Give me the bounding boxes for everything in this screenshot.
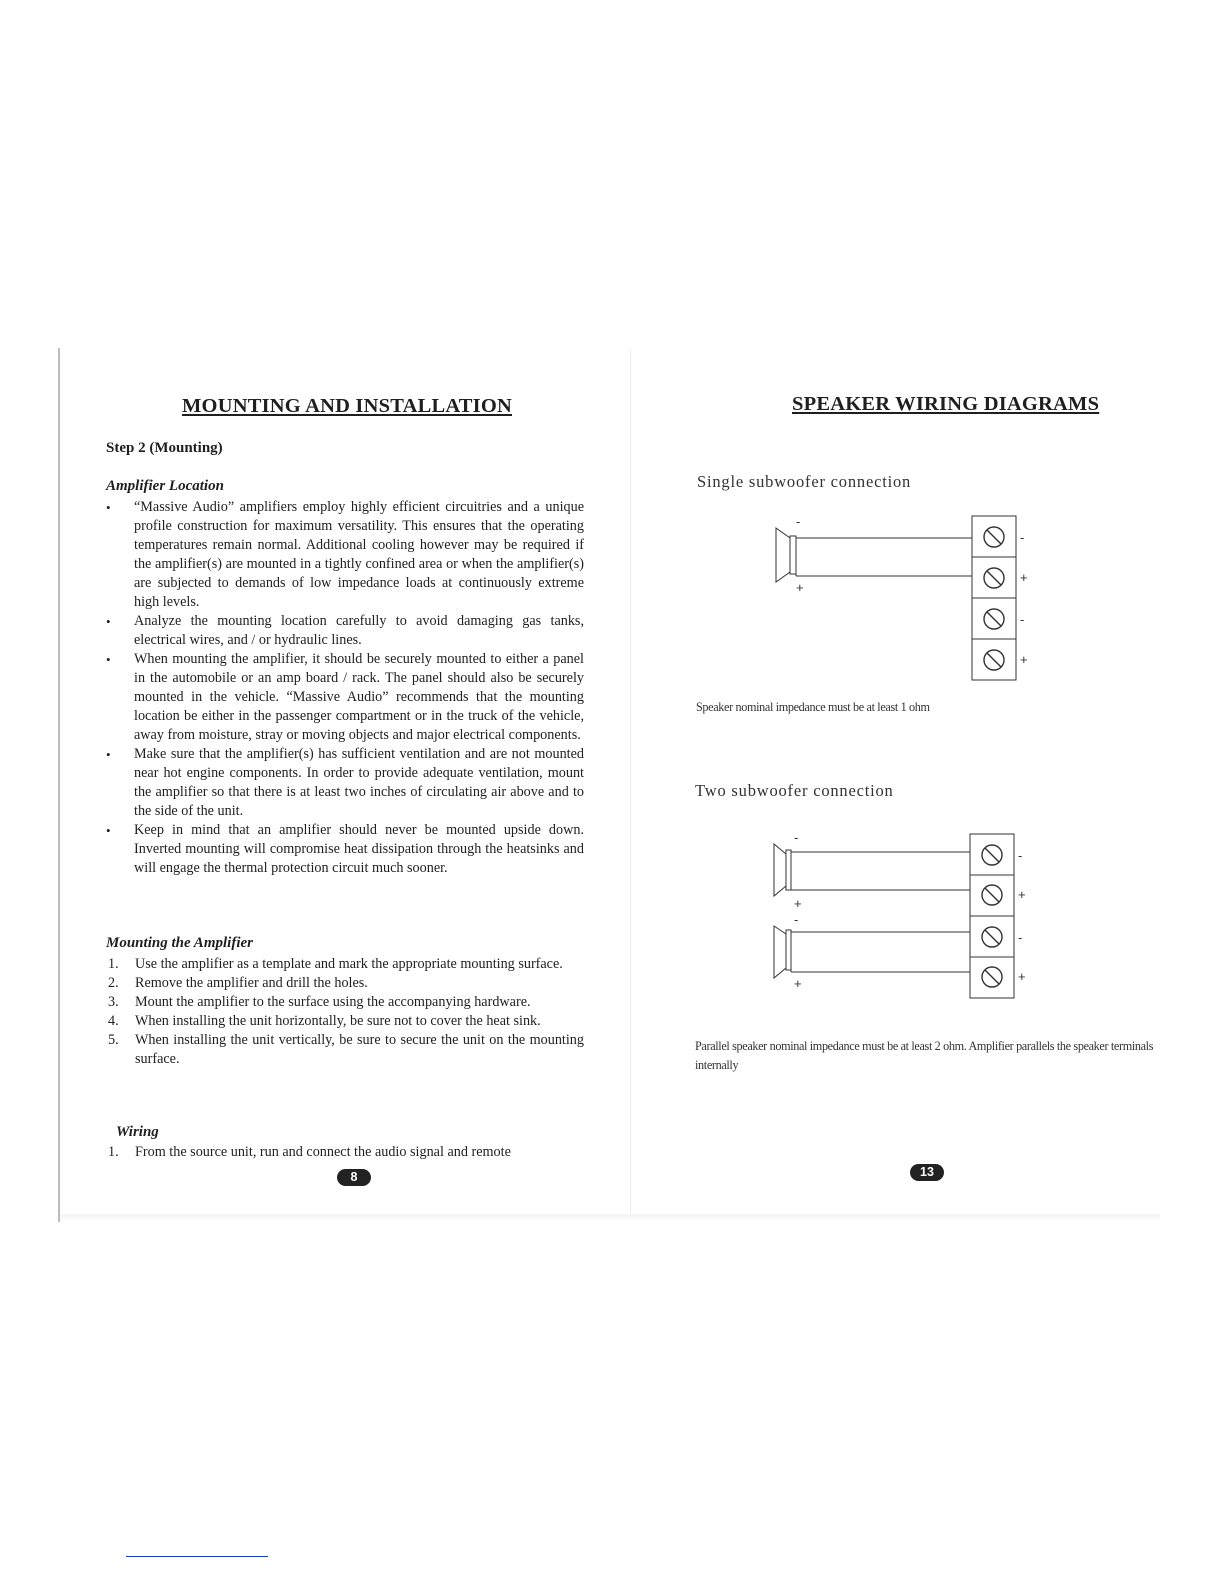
- bullet-item: • Keep in mind that an amplifier should never be mounted upside down. Inverted mounting will compromise heat dissipation through the heatsinks and will engage the thermal protection circuit much sooner.: [106, 821, 584, 878]
- terminal-sign: +: [1020, 652, 1028, 667]
- single-impedance-note: Speaker nominal impedance must be at least 1 ohm: [696, 700, 930, 714]
- amplifier-location-list: [106, 498, 584, 878]
- single-subwoofer-diagram: [760, 510, 1050, 685]
- mounting-amplifier-heading: Mounting the Amplifier: [106, 935, 253, 951]
- speaker1-plus-label: +: [794, 896, 802, 911]
- bullet-item: • Analyze the mounting location carefully to avoid damaging gas tanks, electrical wires, and / or hydraulic lines.: [106, 612, 584, 650]
- speaker-magnet-icon: [790, 536, 796, 574]
- page-number-badge: 8: [337, 1169, 371, 1186]
- bullet-item: • “Massive Audio” amplifiers employ highly efficient circuitries and a unique profile construction for maximum versatility. This ensures that the operating temperatures remain normal. Additional cooling however may be required if the amplifier(s) are mounted in a tightly confined area or when the amplifier(s) are subjected to demands of low impedance loads at continuously extreme high levels.: [106, 498, 584, 612]
- numbered-item: [108, 955, 584, 974]
- numbered-item: [108, 1031, 584, 1069]
- item-text: From the source unit, run and connect the audio signal and remote: [135, 1144, 511, 1160]
- speaker-magnet-icon: [786, 930, 791, 970]
- dual-subwoofer-diagram: [760, 828, 1050, 1003]
- numbered-item: [108, 974, 584, 993]
- speaker-minus-label: -: [796, 514, 801, 529]
- single-connection-heading: Single subwoofer connection: [697, 472, 912, 491]
- numbered-item: [108, 993, 584, 1012]
- item-number: 5.: [108, 1032, 119, 1048]
- terminal-sign: -: [1020, 530, 1025, 545]
- terminal-sign: -: [1018, 930, 1023, 945]
- wiring-steps-list: [108, 1143, 592, 1162]
- mounting-steps-list: [108, 955, 584, 1069]
- page-fold: [630, 350, 631, 1222]
- footnote-separator: [126, 1556, 268, 1557]
- page-edge: [58, 348, 60, 1222]
- left-page-title: MOUNTING AND INSTALLATION: [182, 395, 513, 417]
- dual-impedance-note: Parallel speaker nominal impedance must be at least 2 ohm. Amplifier parallels the speaker terminals internally: [695, 1039, 1154, 1072]
- speaker2-minus-label: -: [794, 912, 799, 927]
- item-text: Mount the amplifier to the surface using the accompanying hardware.: [135, 994, 531, 1010]
- terminal-sign: -: [1018, 848, 1023, 863]
- item-number: 3.: [108, 994, 119, 1010]
- speaker-magnet-icon: [786, 850, 791, 890]
- speaker-cone-icon: [774, 844, 786, 896]
- dual-connection-heading: Two subwoofer connection: [695, 781, 894, 800]
- step-heading: Step 2 (Mounting): [106, 440, 223, 456]
- speaker-cone-icon: [776, 528, 790, 582]
- item-text: When installing the unit horizontally, be sure not to cover the heat sink.: [135, 1013, 541, 1029]
- item-number: 1.: [108, 1144, 119, 1160]
- item-number: 1.: [108, 956, 119, 972]
- speaker-cone-icon: [774, 926, 786, 978]
- item-text: When installing the unit vertically, be sure to secure the unit on the mounting surface.: [135, 1032, 584, 1067]
- terminal-sign: +: [1020, 570, 1028, 585]
- speaker-plus-label: +: [796, 580, 804, 595]
- amplifier-location-heading: Amplifier Location: [106, 478, 224, 494]
- terminal-sign: +: [1018, 969, 1026, 984]
- bullet-item: • Make sure that the amplifier(s) has sufficient ventilation and are not mounted near hot engine components. In order to provide adequate ventilation, mount the amplifier so that there is at least two inches of circulating air above and to the side of the unit.: [106, 745, 584, 821]
- speaker1-minus-label: -: [794, 830, 799, 845]
- wiring-heading: Wiring: [116, 1124, 159, 1140]
- page-shadow: [60, 1214, 1160, 1222]
- item-text: Remove the amplifier and drill the holes.: [135, 975, 368, 991]
- bullet-item: • When mounting the amplifier, it should be securely mounted to either a panel in the automobile or an amp board / rack. The panel should also be securely mounted in the vehicle. “Massive Audio” recommends that the mounting location be either in the passenger compartment or in the truck of the vehicle, away from moisture, stray or moving objects and major electrical components.: [106, 650, 584, 745]
- page-number-badge: 13: [910, 1164, 944, 1181]
- item-number: 4.: [108, 1013, 119, 1029]
- item-text: Use the amplifier as a template and mark the appropriate mounting surface.: [135, 956, 563, 972]
- right-page-title: SPEAKER WIRING DIAGRAMS: [792, 393, 1100, 415]
- speaker2-plus-label: +: [794, 976, 802, 991]
- numbered-item: [108, 1012, 584, 1031]
- terminal-sign: -: [1020, 612, 1025, 627]
- terminal-sign: +: [1018, 887, 1026, 902]
- item-number: 2.: [108, 975, 119, 991]
- numbered-item: [108, 1143, 592, 1162]
